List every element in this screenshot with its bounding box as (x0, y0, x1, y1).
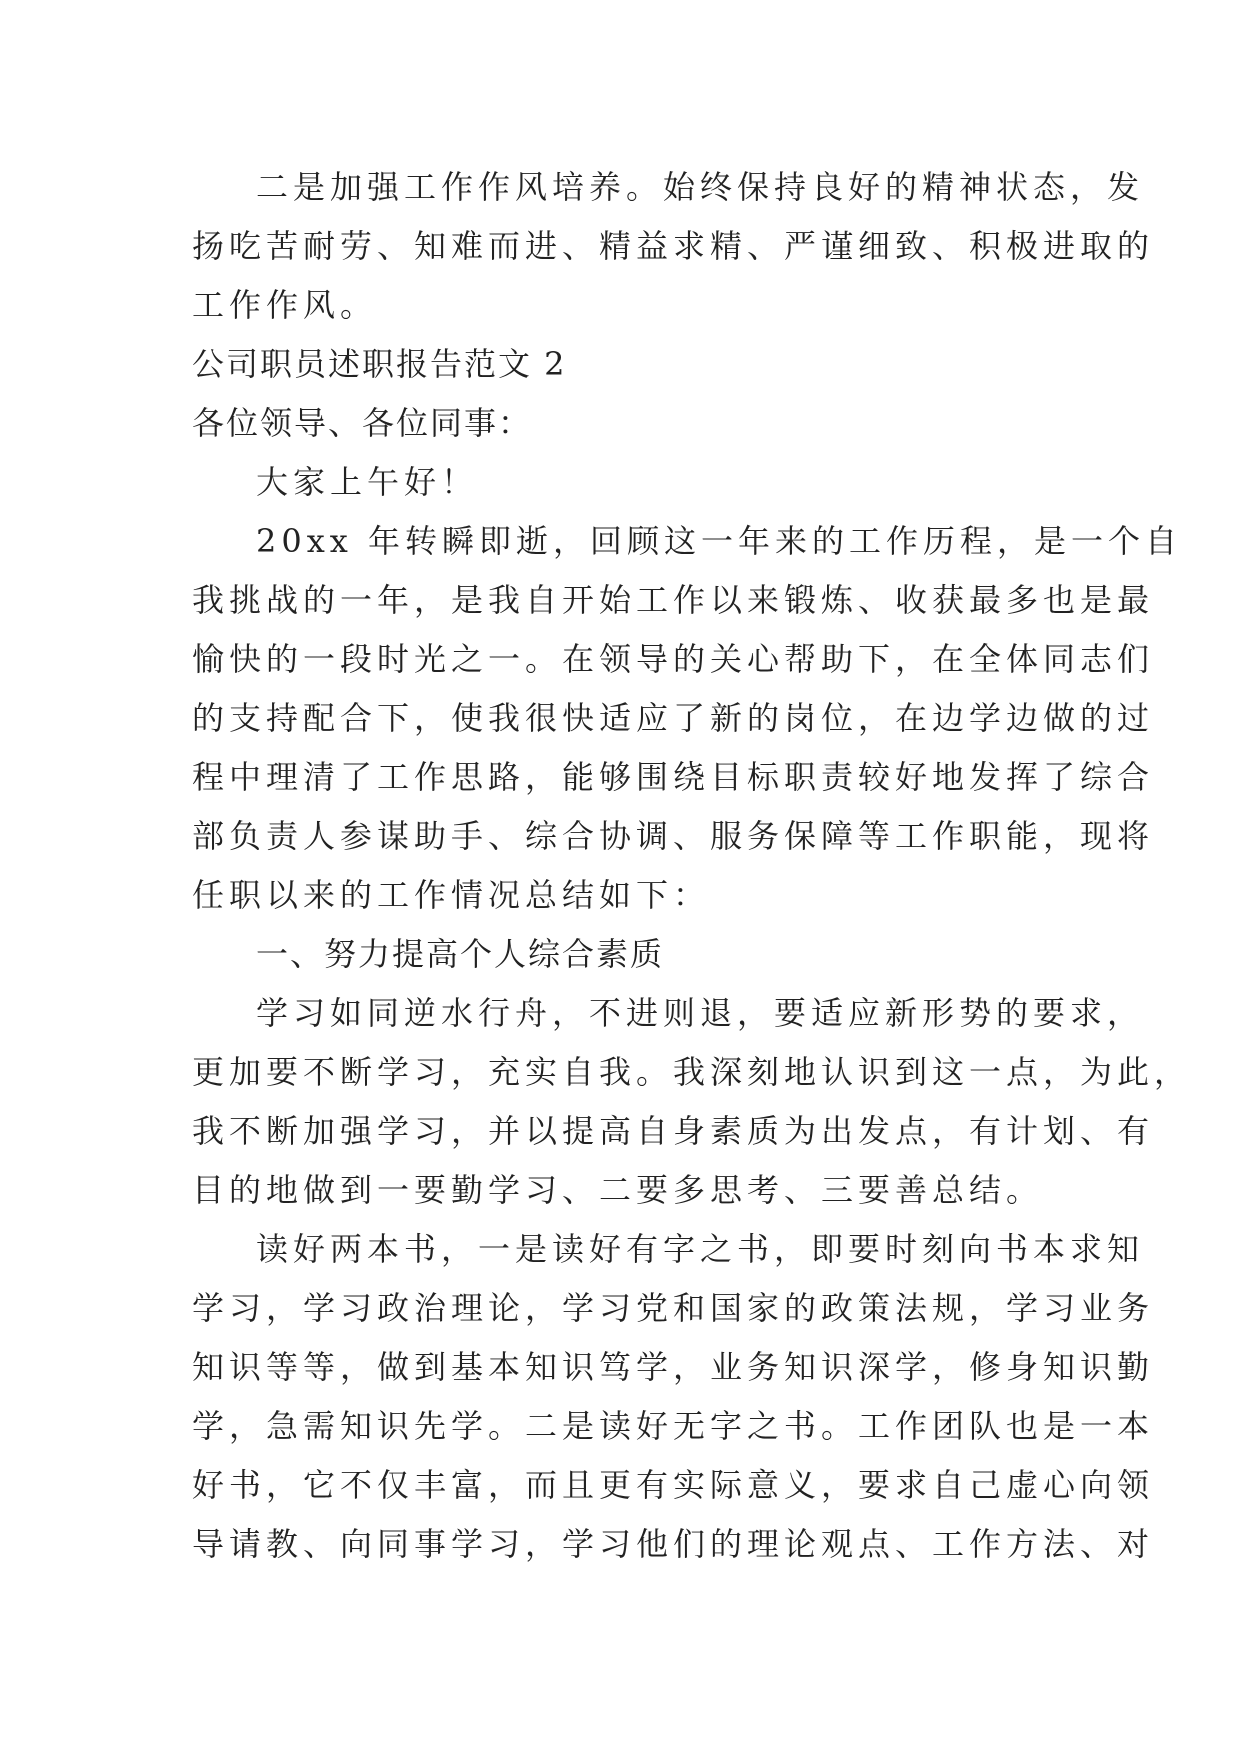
paragraph-line: 知识等等，做到基本知识笃学，业务知识深学，修身知识勤 (192, 1348, 1155, 1386)
paragraph-line: 工作作风。 (192, 286, 378, 324)
section-title: 公司职员述职报告范文 2 (192, 345, 567, 383)
paragraph-line: 学习，学习政治理论，学习党和国家的政策法规，学习业务 (192, 1289, 1155, 1327)
greeting: 大家上午好！ (256, 463, 479, 501)
paragraph-line: 目的地做到一要勤学习、二要多思考、三要善总结。 (192, 1171, 1044, 1209)
paragraph-line: 愉快的一段时光之一。在领导的关心帮助下，在全体同志们 (192, 640, 1155, 678)
paragraph-line: 学习如同逆水行舟，不进则退，要适应新形势的要求， (256, 994, 1145, 1032)
paragraph-line: 程中理清了工作思路，能够围绕目标职责较好地发挥了综合 (192, 758, 1155, 796)
paragraph-line: 扬吃苦耐劳、知难而进、精益求精、严谨细致、积极进取的 (192, 227, 1155, 265)
paragraph-line: 20xx 年转瞬即逝，回顾这一年来的工作历程，是一个自 (256, 522, 1182, 560)
paragraph-line: 我不断加强学习，并以提高自身素质为出发点，有计划、有 (192, 1112, 1155, 1150)
paragraph-line: 学，急需知识先学。二是读好无字之书。工作团队也是一本 (192, 1407, 1155, 1445)
salutation: 各位领导、各位同事： (192, 404, 533, 442)
paragraph-line: 更加要不断学习，充实自我。我深刻地认识到这一点，为此， (192, 1053, 1192, 1091)
paragraph-line: 我挑战的一年，是我自开始工作以来锻炼、收获最多也是最 (192, 581, 1155, 619)
paragraph-line: 导请教、向同事学习，学习他们的理论观点、工作方法、对 (192, 1525, 1155, 1563)
subsection-heading: 一、努力提高个人综合素质 (256, 935, 665, 973)
paragraph-line: 二是加强工作作风培养。始终保持良好的精神状态，发 (256, 168, 1145, 206)
paragraph-line: 好书，它不仅丰富，而且更有实际意义，要求自己虚心向领 (192, 1466, 1155, 1504)
paragraph-line: 读好两本书，一是读好有字之书，即要时刻向书本求知 (256, 1230, 1145, 1268)
paragraph-line: 部负责人参谋助手、综合协调、服务保障等工作职能，现将 (192, 817, 1155, 855)
paragraph-line: 的支持配合下，使我很快适应了新的岗位，在边学边做的过 (192, 699, 1155, 737)
paragraph-line: 任职以来的工作情况总结如下： (192, 876, 711, 914)
